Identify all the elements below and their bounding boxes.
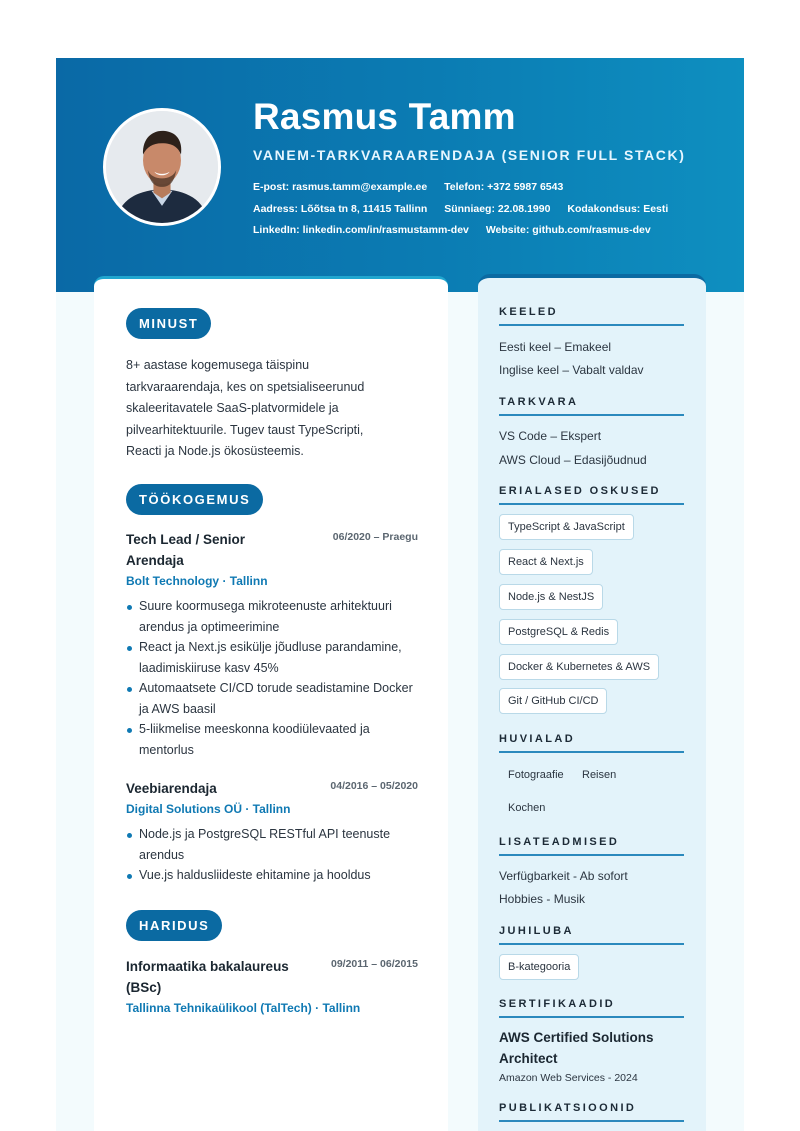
list-item: React ja Next.js esikülje jõudluse parandamine, laadimiskiiruse kasv 45% [126,637,418,678]
about-text: 8+ aastase kogemusega täispinu tarkvaraarendaja, kes on spetsialiseerunud skaleeritavatele SaaS-platvormidele ja pilvearhitektuurile. Tugev taust TypeScripti, Reacti ja Node.js ökosüsteemis. [126,358,365,458]
software-item: AWS Cloud – Edasijõudnud [499,453,647,467]
birthdate-field: Sünniaeg: 22.08.1990 [444,203,551,215]
job-title: Tech Lead / Senior Arendaja [126,532,246,568]
job-entry [126,529,418,760]
section-heading-additional: LISATEADMISED [499,836,684,856]
list-item: 5-liikmelise meeskonna koodiülevaated ja mentorlus [126,719,418,760]
certificate-issuer: Amazon Web Services - 2024 [499,1072,638,1084]
job-title: Veebiarendaja [126,781,217,796]
section-heading-about: MINUST [126,308,211,339]
education-date: 09/2011 – 06/2015 [330,958,418,970]
license-tag: B-kategooria [499,954,579,980]
website-link[interactable]: Website: github.com/rasmus-dev [485,224,651,236]
resume-page [56,58,744,1131]
resume-header [56,58,744,292]
section-heading-hobbies: HUVIALAD [499,733,684,753]
sidebar [478,274,706,1131]
hobby-item: Kochen [508,802,546,814]
skill-tag: TypeScript & JavaScript [499,514,634,540]
email-field: E-post: rasmus.tamm@example.ee [253,181,428,193]
job-company: Digital Solutions OÜ · Tallinn [126,802,291,816]
candidate-name: Rasmus Tamm [253,96,516,137]
degree-title: Informaatika bakalaureus (BSc) [126,959,289,995]
skill-tag: Docker & Kubernetes & AWS [499,654,659,680]
phone-field: Telefon: +372 5987 6543 [444,181,564,193]
additional-item: Verfügbarkeit - Ab sofort [499,869,628,883]
citizenship-field: Kodakondsus: Eesti [567,203,669,215]
job-bullets [126,824,418,886]
hobby-item: Fotograafie [508,769,564,781]
section-heading-education: HARIDUS [126,910,222,941]
main-column [94,276,448,1131]
contact-row [253,224,665,236]
section-heading-license: JUHILUBA [499,925,684,945]
section-heading-experience: TÖÖKOGEMUS [126,484,263,515]
skill-tag: Node.js & NestJS [499,584,603,610]
job-entry [126,778,418,886]
address-field: Aadress: Lõõtsa tn 8, 11415 Tallinn [253,203,428,215]
list-item: Suure koormusega mikroteenuste arhitektuuri arendus ja optimeerimine [126,596,418,637]
language-item: Inglise keel – Vabalt valdav [499,363,644,377]
additional-item: Hobbies - Musik [499,892,586,906]
job-company: Bolt Technology · Tallinn [126,574,268,588]
contact-row [253,203,682,215]
section-heading-skills: ERIALASED OSKUSED [499,485,684,505]
section-heading-languages: KEELED [499,306,684,326]
linkedin-link[interactable]: LinkedIn: linkedin.com/in/rasmustamm-dev [253,224,469,236]
language-item: Eesti keel – Emakeel [499,340,612,354]
job-date: 06/2020 – Praegu [332,531,418,543]
section-heading-software: TARKVARA [499,396,684,416]
person-portrait-icon [106,111,218,223]
skill-tag: PostgreSQL & Redis [499,619,618,645]
profile-photo [103,108,221,226]
hobby-item: Reisen [582,769,617,781]
skill-tag: Git / GitHub CI/CD [499,688,607,714]
skill-tag: React & Next.js [499,549,593,575]
contact-row [253,181,577,193]
list-item: Node.js ja PostgreSQL RESTful API teenuste arendus [126,824,418,865]
section-heading-publications: PUBLIKATSIOONID [499,1102,684,1122]
list-item: Automaatsete CI/CD torude seadistamine Docker ja AWS baasil [126,678,418,719]
section-heading-certificates: SERTIFIKAADID [499,998,684,1018]
certificate-name: AWS Certified Solutions Architect [499,1030,654,1066]
school-name: Tallinna Tehnikaülikool (TalTech) · Tallinn [126,1001,361,1015]
software-item: VS Code – Ekspert [499,429,602,443]
list-item: Vue.js haldusliideste ehitamine ja hooldus [126,865,418,886]
job-bullets [126,596,418,760]
job-date: 04/2016 – 05/2020 [330,780,418,792]
candidate-role: VANEM-TARKVARAARENDAJA (SENIOR FULL STACK) [253,147,686,163]
education-entry [126,956,418,1017]
